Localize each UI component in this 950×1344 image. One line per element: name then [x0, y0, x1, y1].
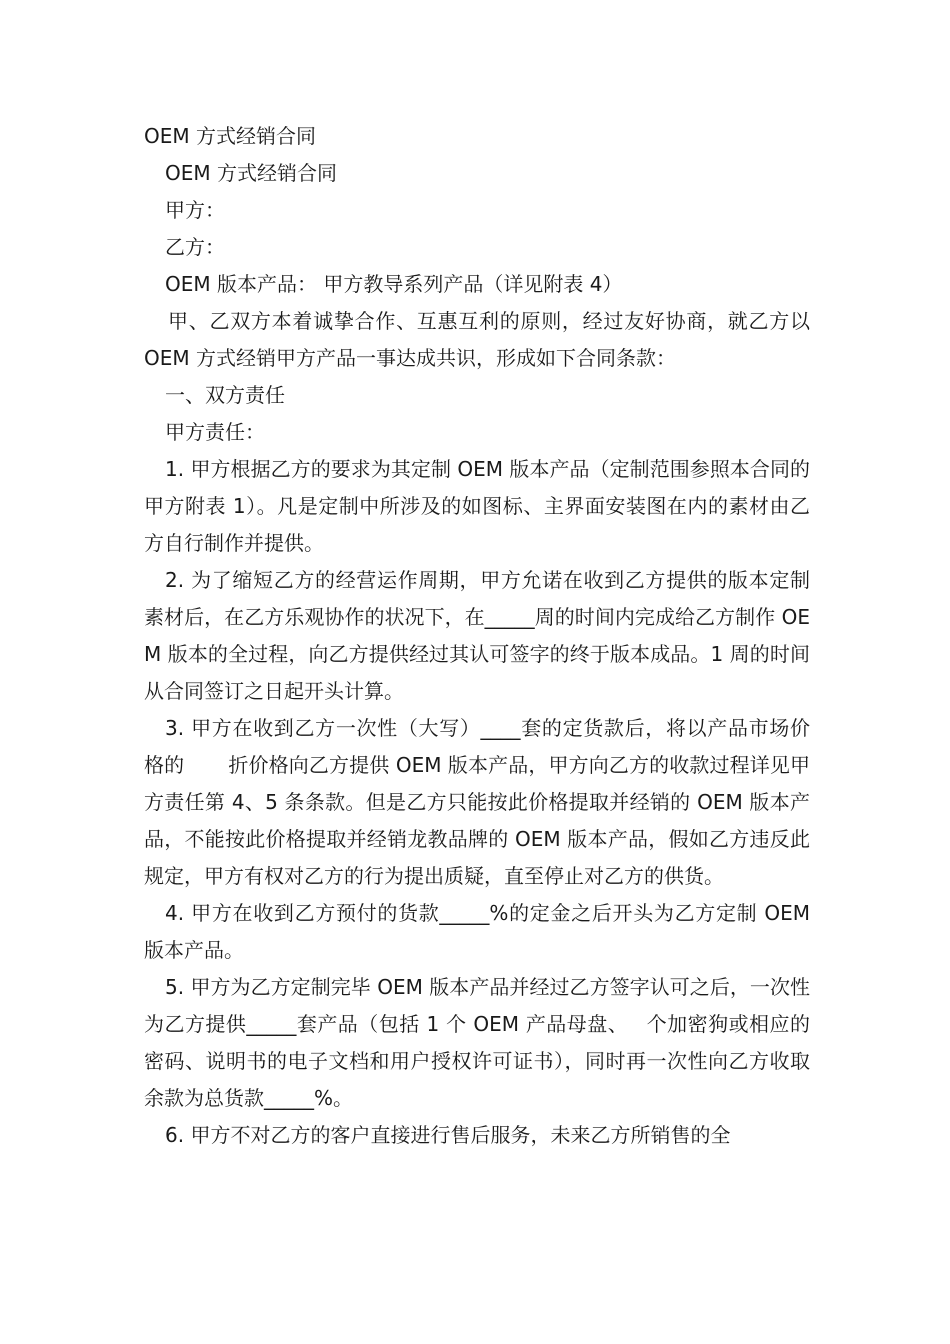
clause-3-part-b: 折价格向乙方提供 OEM 版本产品，甲方向乙方的收款过程详见甲方责任第 4、5 条条款。但是乙方只能按此价格提取并经销的 OEM 版本产品，不能按此价格提取并经销龙教品牌的 OEM 版本产品，假如乙方违反此规定，甲方有权对乙方的行为提出质疑，直至停止对乙方的供货。: [144, 753, 810, 888]
party-a-duties-heading: 甲方责任：: [165, 420, 265, 444]
document-header-title: OEM 方式经销合同: [144, 124, 316, 148]
party-b-label: 乙方：: [165, 235, 225, 259]
clause-3-part-a: 3. 甲方在收到乙方一次性（大写）____套的定货款后，将以产品市场价格的: [144, 716, 810, 777]
clause-5-part-b: 个加密狗或相应的密码、说明书的电子文档和用户授权许可证书），同时再一次性向乙方收取余款为总货款_____%。: [144, 1012, 811, 1110]
clause-3: [144, 710, 810, 895]
clause-2: 2. 为了缩短乙方的经营运作周期，甲方允诺在收到乙方提供的版本定制素材后，在乙方乐观协作的状况下，在_____周的时间内完成给乙方制作 OEM 版本的全过程，向乙方提供经过其认可签字的终于版本成品。1 周的时间从合同签订之日起开头计算。: [144, 568, 810, 703]
clause-1: 1. 甲方根据乙方的要求为其定制 OEM 版本产品（定制范围参照本合同的甲方附表 1）。凡是定制中所涉及的如图标、主界面安装图在内的素材由乙方自行制作并提供。: [144, 457, 810, 555]
section-heading: 一、双方责任: [165, 383, 285, 407]
document-title: OEM 方式经销合同: [165, 161, 337, 185]
contract-body: [144, 118, 810, 1154]
intro-paragraph: 甲、乙双方本着诚挚合作、互惠互利的原则，经过友好协商，就乙方以 OEM 方式经销甲方产品一事达成共识，形成如下合同条款：: [144, 309, 810, 370]
clause-4: 4. 甲方在收到乙方预付的货款_____%的定金之后开头为乙方定制 OEM 版本产品。: [144, 901, 810, 962]
clause-5: [144, 969, 810, 1117]
party-a-label: 甲方：: [165, 198, 225, 222]
clause-5-part-a: 5. 甲方为乙方定制完毕 OEM 版本产品并经过乙方签字认可之后，一次性为乙方提供_____套产品（包括 1 个 OEM 产品母盘、: [144, 975, 810, 1036]
clause-6: 6. 甲方不对乙方的客户直接进行售后服务，未来乙方所销售的全: [165, 1123, 731, 1147]
oem-product-line: OEM 版本产品： 甲方教导系列产品（详见附表 4）: [165, 272, 623, 296]
